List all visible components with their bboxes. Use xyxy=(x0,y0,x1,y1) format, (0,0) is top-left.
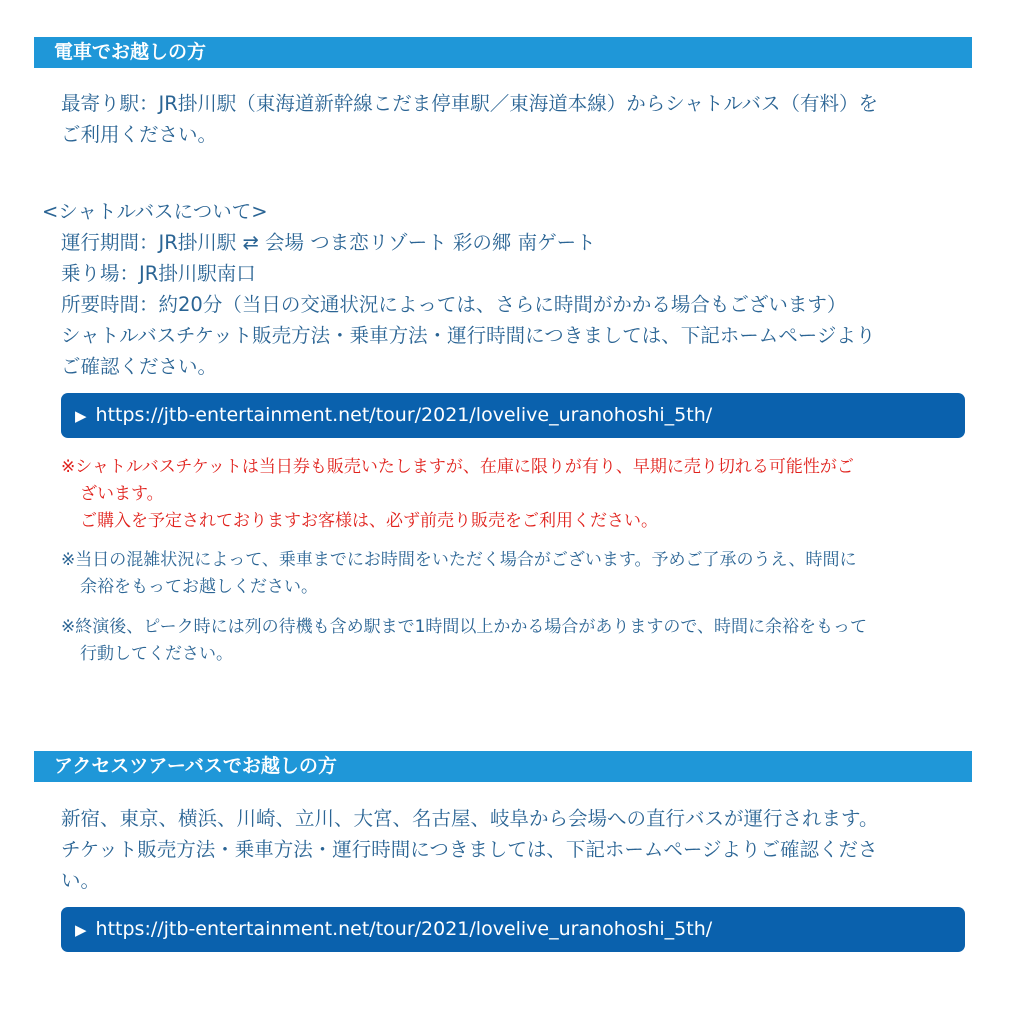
tourbus-section-header: アクセスツアーバスでお越しの方 xyxy=(34,751,972,782)
shuttle-link-text[interactable]: https://jtb-entertainment.net/tour/2021/lovelive_uranohoshi_5th/ xyxy=(95,404,713,426)
play-arrow-icon: ▶ xyxy=(75,407,87,425)
train-intro-line: ご利用ください。 xyxy=(61,123,218,146)
train-intro-line: 最寄り駅：JR掛川駅（東海道新幹線こだま停車駅／東海道本線）からシャトルバス（有料）を xyxy=(61,92,879,115)
note-line: 余裕をもってお越しください。 xyxy=(80,577,318,597)
note-line: ご購入を予定されておりますお客様は、必ず前売り販売をご利用ください。 xyxy=(80,511,658,531)
train-section-header: 電車でお越しの方 xyxy=(34,37,972,68)
shuttle-info-line: 運行期間：JR掛川駅 ⇄ 会場 つま恋リゾート 彩の郷 南ゲート xyxy=(61,231,596,254)
shuttle-info-line: シャトルバスチケット販売方法・乗車方法・運行時間につきましては、下記ホームページより xyxy=(61,324,876,347)
after-show-note xyxy=(61,614,867,668)
shuttle-info-line: ご確認ください。 xyxy=(61,355,218,378)
note-line: ※シャトルバスチケットは当日券も販売いたしますが、在庫に限りが有り、早期に売り切れる可能性がご xyxy=(61,457,854,477)
shuttle-link-button[interactable] xyxy=(61,393,965,438)
note-line: 行動してください。 xyxy=(80,644,233,664)
tourbus-info-line: チケット販売方法・乗車方法・運行時間につきましては、下記ホームページよりご確認くださ xyxy=(61,838,878,861)
tourbus-info-line: 新宿、東京、横浜、川崎、立川、大宮、名古屋、岐阜から会場への直行バスが運行されます。 xyxy=(61,807,879,830)
congestion-note xyxy=(61,547,857,601)
tourbus-info-line: い。 xyxy=(61,869,101,892)
note-line: ざいます。 xyxy=(80,484,164,504)
tourbus-link-text[interactable]: https://jtb-entertainment.net/tour/2021/lovelive_uranohoshi_5th/ xyxy=(95,918,713,940)
play-arrow-icon: ▶ xyxy=(75,921,87,939)
tourbus-info xyxy=(61,803,878,896)
shuttle-info-line: 所要時間：約20分（当日の交通状況によっては、さらに時間がかかる場合もございます） xyxy=(61,293,847,316)
note-line: ※終演後、ピーク時には列の待機も含め駅まで1時間以上かかる場合がありますので、時間に余裕をもって xyxy=(61,617,868,637)
train-intro xyxy=(61,88,878,150)
shuttle-info xyxy=(61,227,875,382)
shuttle-heading: <シャトルバスについて> xyxy=(42,200,268,223)
shuttle-ticket-note xyxy=(61,454,854,535)
note-line: ※当日の混雑状況によって、乗車までにお時間をいただく場合がございます。予めご了承のうえ、時間に xyxy=(61,550,857,570)
tourbus-link-button[interactable] xyxy=(61,907,965,952)
shuttle-info-line: 乗り場：JR掛川駅南口 xyxy=(61,262,256,285)
